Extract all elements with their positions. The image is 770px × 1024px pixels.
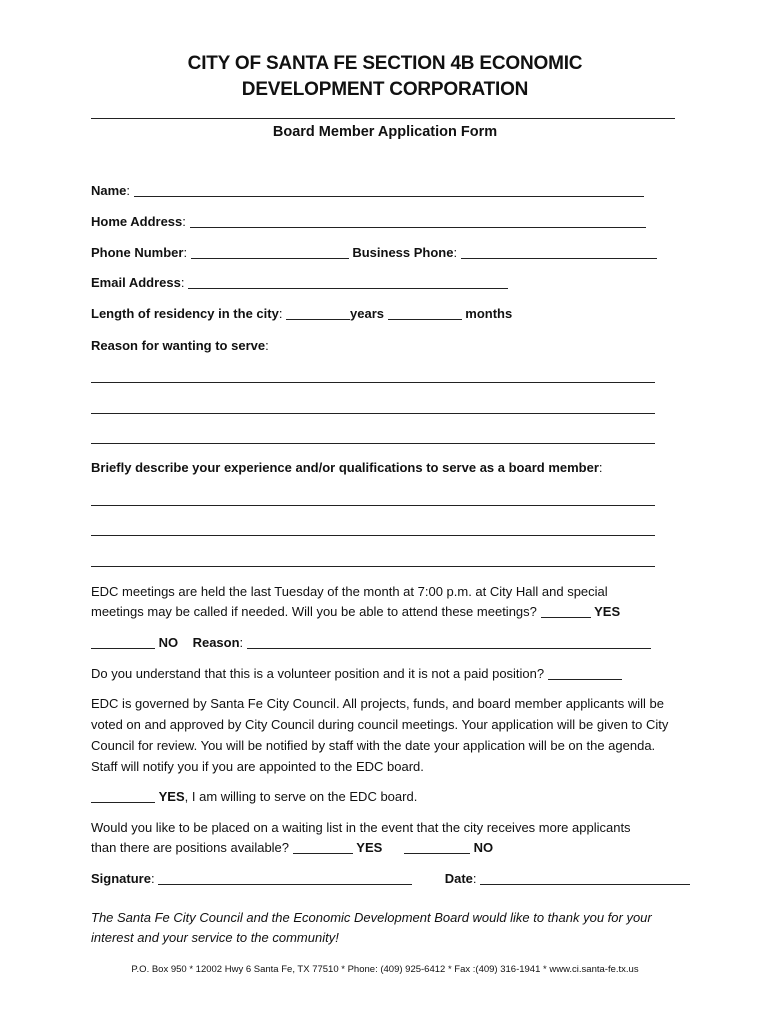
volunteer-question: Do you understand that this is a volunteer position and it is not a paid position?: [91, 666, 545, 681]
date-label: Date: [444, 871, 473, 886]
volunteer-answer-field[interactable]: [548, 666, 622, 680]
home-address-field[interactable]: [190, 214, 646, 228]
residency-years-field[interactable]: [286, 306, 350, 320]
volunteer-row: [91, 665, 622, 682]
name-label: Name: [91, 183, 127, 198]
home-address-label: Home Address: [91, 214, 183, 229]
home-address-row: Home Address:: [91, 213, 646, 230]
email-row: Email Address:: [91, 274, 508, 291]
title-divider: [91, 118, 675, 119]
meetings-yes-label: YES: [594, 604, 621, 619]
residency-row: Length of residency in the city: years months: [91, 306, 513, 321]
meetings-no-field[interactable]: [91, 635, 155, 649]
residency-label: Length of residency in the city: [91, 306, 279, 321]
waiting-list-no-label: NO: [473, 840, 494, 855]
experience-line-2[interactable]: [91, 535, 655, 536]
meetings-reason-label: Reason: [192, 635, 240, 650]
willing-yes-label: YES: [158, 789, 185, 804]
experience-line-3[interactable]: [91, 566, 655, 567]
waiting-list-text-line2: than there are positions available?: [91, 840, 290, 855]
form-title-line1: CITY OF SANTA FE SECTION 4B ECONOMIC: [187, 53, 583, 74]
phone-number-field[interactable]: [191, 245, 349, 259]
meetings-yes-field[interactable]: [541, 604, 591, 618]
reason-line-2[interactable]: [91, 413, 655, 414]
name-row: Name:: [91, 182, 644, 199]
date-field[interactable]: [480, 871, 690, 885]
years-label: years: [350, 306, 385, 321]
business-phone-label: Business Phone: [352, 245, 454, 260]
email-address-field[interactable]: [188, 275, 508, 289]
willing-text: , I am willing to serve on the EDC board.: [184, 789, 418, 804]
business-phone-field[interactable]: [461, 245, 657, 259]
waiting-list-no-field[interactable]: [404, 840, 470, 854]
willing-row: [91, 788, 417, 805]
name-field[interactable]: [134, 183, 644, 197]
willing-field[interactable]: [91, 789, 155, 803]
governance-text: EDC is governed by Santa Fe City Council. All projects, funds, and board member applicants will be voted on and approved by City Council during council meetings. Your application will be given to City Council for review. You will be notified by staff with the date your application will be on the agenda. Staff will notify you if you are appointed to the EDC board.: [91, 696, 669, 774]
thank-you-text: The Santa Fe City Council and the Economic Development Board would like to thank you for your interest and your service to the community!: [91, 910, 652, 945]
form-subtitle: Board Member Application Form: [272, 124, 498, 140]
email-address-label: Email Address: [91, 275, 181, 290]
waiting-list-yes-field[interactable]: [293, 840, 353, 854]
months-label: months: [465, 306, 513, 321]
experience-row: Briefly describe your experience and/or qualifications to serve as a board member:: [91, 460, 603, 475]
meetings-reason-field[interactable]: [247, 635, 651, 649]
phone-row: Phone Number: Business Phone:: [91, 244, 657, 261]
reason-to-serve-label: Reason for wanting to serve: [91, 338, 266, 353]
signature-row: Signature: Date:: [91, 870, 690, 887]
reason-line-3[interactable]: [91, 443, 655, 444]
experience-label: Briefly describe your experience and/or qualifications to serve as a board member: [91, 460, 599, 475]
residency-months-field[interactable]: [388, 306, 462, 320]
reason-row: Reason for wanting to serve:: [91, 338, 269, 353]
signature-label: Signature: [91, 871, 151, 886]
meetings-text-line2: meetings may be called if needed. Will you be able to attend these meetings?: [91, 604, 537, 619]
meetings-text-line1: EDC meetings are held the last Tuesday of the month at 7:00 p.m. at City Hall and special: [91, 584, 608, 599]
meetings-text-line2-row: [91, 603, 620, 620]
phone-number-label: Phone Number: [91, 245, 184, 260]
form-title-line2: DEVELOPMENT CORPORATION: [241, 79, 529, 100]
meetings-no-row: NO Reason:: [91, 634, 651, 651]
waiting-list-row: [91, 839, 493, 856]
waiting-list-text-line1: Would you like to be placed on a waiting list in the event that the city receives more applicants: [91, 820, 631, 835]
signature-field[interactable]: [158, 871, 412, 885]
contact-footer: P.O. Box 950 * 12002 Hwy 6 Santa Fe, TX 77510 * Phone: (409) 925-6412 * Fax :(409) 316-1941 * www.ci.santa-fe.tx.us: [131, 964, 639, 975]
reason-line-1[interactable]: [91, 382, 655, 383]
meetings-no-label: NO: [158, 635, 179, 650]
waiting-list-yes-label: YES: [356, 840, 383, 855]
experience-line-1[interactable]: [91, 505, 655, 506]
